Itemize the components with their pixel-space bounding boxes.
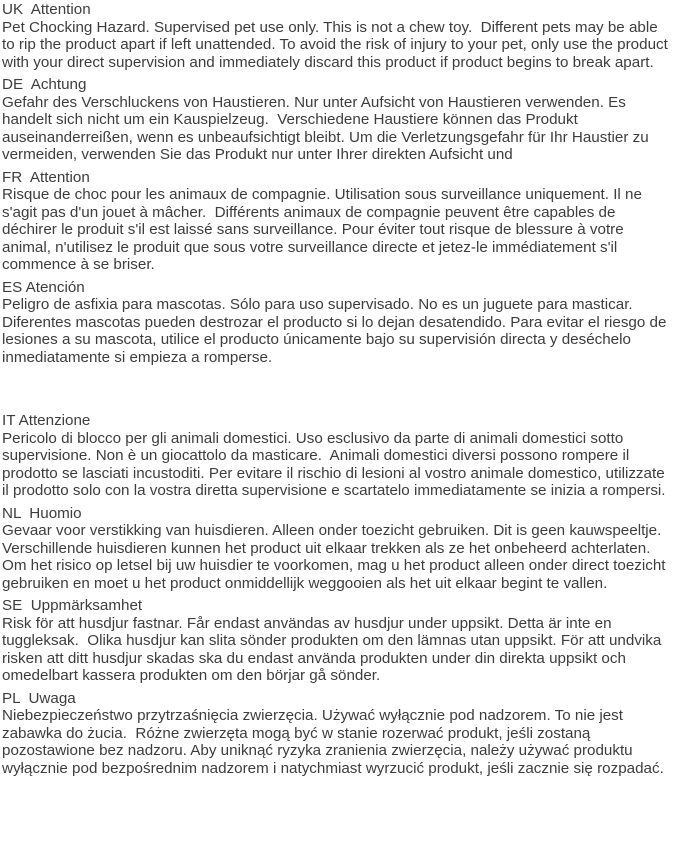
section-body: Niebezpieczeństwo przytrzaśnięcia zwierzęcia. Używać wyłącznie pod nadzorem. To nie jest zabawka do żucia. Różne zwierzęta mogą być w stanie rozerwać produkt, jeśli zostaną pozostawione bez nadzoru. Aby uniknąć ryzyka zranienia zwierzęcia, należy używać produktu wyłącznie pod bezpośrednim nadzorem i natychmiast wyrzucić produkt, jeśli zacznie się rozpadać. [2, 707, 664, 777]
section-body: Risque de choc pour les animaux de compagnie. Utilisation sous surveillance uniquement. Il ne s'agit pas d'un jouet à mâcher. Différents animaux de compagnie peuvent être capables de déchirer le produit s'il est laissé sans surveillance. Pour éviter tout risque de blessure à votre animal, n'utilisez le produit que sous votre surveillance directe et jetez-le immédiatement s'il commence à se briser. [2, 186, 647, 273]
section-header: FR Attention [2, 168, 90, 186]
section-body: Gevaar voor verstikking van huisdieren. Alleen onder toezicht gebruiken. Dit is geen kauwspeeltje. Verschillende huisdieren kunnen het product uit elkaar trekken als ze het onbeheerd achterlaten. Om het risico op letsel bij uw huisdier te voorkomen, mag u het product alleen onder direct toezicht gebruiken en moet u het product onmiddellijk weggooien als het uit elkaar begint te vallen. [2, 522, 670, 592]
section-body: Gefahr des Verschluckens von Haustieren. Nur unter Aufsicht von Haustieren verwenden. Es handelt sich nicht um ein Kauspielzeug. Verschiedene Haustiere können das Produkt auseinanderreißen, wenn es unbeaufsichtigt bleibt. Um die Verletzungsgefahr für Ihr Haustier zu vermeiden, verwenden Sie das Produkt nur unter Ihrer direkten Aufsicht und [2, 93, 653, 163]
section-header: PL Uwaga [2, 689, 76, 707]
section-header: NL Huomio [2, 504, 82, 522]
section-header: ES Atención [2, 278, 85, 296]
warning-section-uk [2, 1, 673, 71]
warning-section-pl [2, 690, 673, 778]
warning-section-de [2, 76, 673, 164]
section-body: Pericolo di blocco per gli animali domestici. Uso esclusivo da parte di animali domestici sotto supervisione. Non è un giocattolo da masticare. Animali domestici diversi possono rompere il prodotto se lasciati incustoditi. Per evitare il rischio di lesioni al vostro animale domestico, utilizzate il prodotto solo con la vostra diretta supervisione e scartatelo immediatamente se inizia a rompersi. [2, 429, 669, 499]
section-body: Peligro de asfixia para mascotas. Sólo para uso supervisado. No es un juguete para masticar. Diferentes mascotas pueden destrozar el producto si lo dejan desatendido. Para evitar el riesgo de lesiones a su mascota, utilice el producto únicamente bajo su supervisión directa y deséchelo inmediatamente si empieza a romperse. [2, 296, 671, 366]
section-header: SE Uppmärksamhet [2, 597, 143, 614]
warning-section-nl [2, 505, 673, 593]
section-body: Risk för att husdjur fastnar. Får endast användas av husdjur under uppsikt. Detta är inte en tuggleksak. Olika husdjur kan slita sönder produkten om den lämnas utan uppsikt. För att undvika risken att ditt husdjur skadas ska du endast använda produkten under din direkta uppsikt och omedelbart kassera produkten om den börjar gå sönder. [2, 614, 666, 684]
warning-section-fr [2, 169, 673, 274]
warning-section-se [2, 597, 673, 685]
section-header: DE Achtung [2, 76, 87, 93]
section-header: IT Attenzione [2, 412, 91, 429]
warning-section-es [2, 279, 673, 367]
section-body: Pet Chocking Hazard. Supervised pet use only. This is not a chew toy. Different pets may be able to rip the product apart if left unattended. To avoid the risk of injury to your pet, only use the product with your direct supervision and immediately discard this product if product begins to break apart. [2, 18, 673, 71]
warning-section-it [2, 412, 673, 500]
section-header: UK Attention [2, 1, 91, 18]
